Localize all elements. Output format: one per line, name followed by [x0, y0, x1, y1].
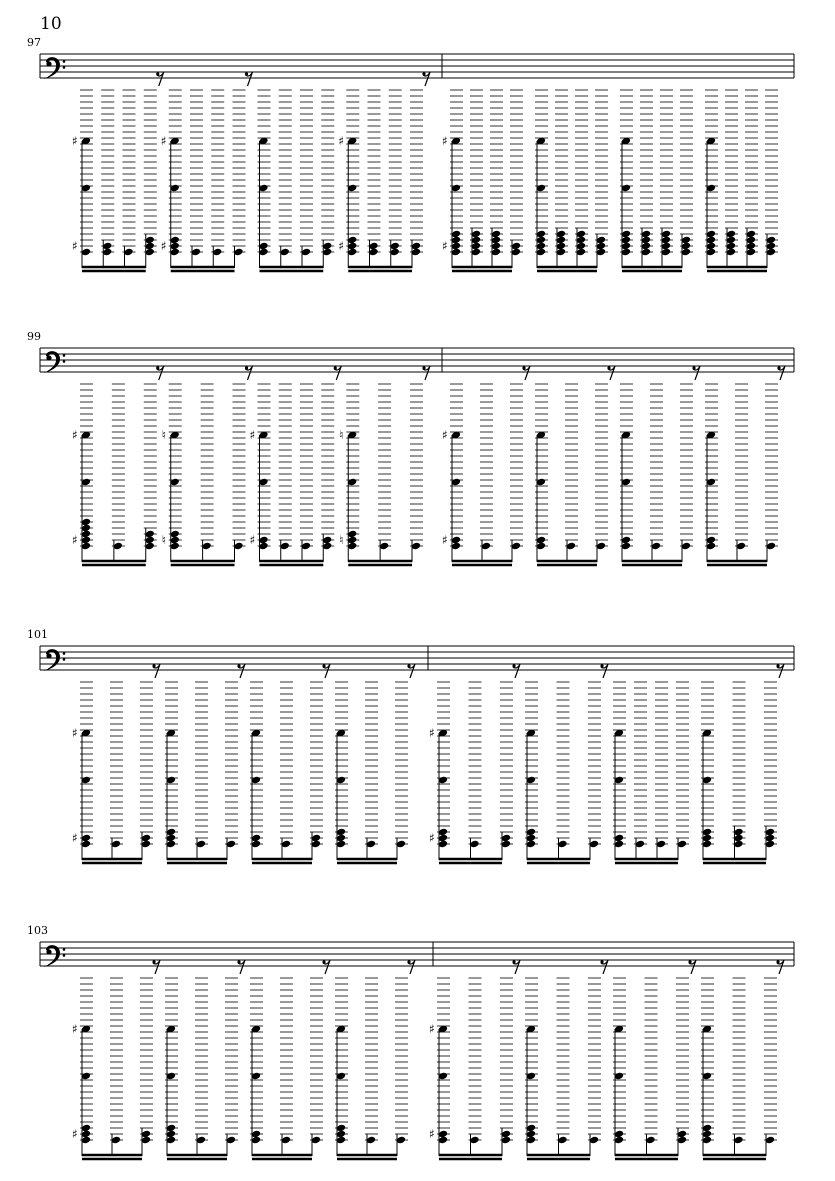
sharp-icon: ♯ [338, 239, 345, 253]
sharp-icon: ♯ [72, 726, 78, 740]
bass-clef-dot [63, 954, 66, 957]
bass-clef-dot [63, 948, 66, 951]
sharp-icon: ♯ [429, 1127, 435, 1141]
natural-icon: ♮ [161, 533, 167, 547]
bass-clef-dot [46, 653, 51, 658]
page-number: 10 [40, 14, 62, 34]
rest-dot [407, 664, 410, 667]
measure-number: 99 [27, 330, 41, 343]
natural-icon: ♮ [161, 428, 167, 442]
rest-dot [334, 366, 337, 369]
measure-number: 103 [27, 924, 48, 937]
rest-dot [237, 960, 240, 963]
sharp-icon: ♯ [429, 726, 435, 740]
rest-dot [152, 664, 155, 667]
sharp-icon: ♯ [72, 1127, 78, 1141]
bass-clef-dot [63, 658, 66, 661]
sharp-icon: ♯ [72, 831, 78, 845]
bass-clef-dot [63, 354, 66, 357]
sharp-icon: ♯ [72, 134, 78, 148]
rest-dot [422, 366, 425, 369]
sharp-icon: ♯ [160, 134, 167, 148]
rest-dot [156, 366, 159, 369]
rest-dot [776, 960, 779, 963]
sharp-icon: ♯ [338, 134, 345, 148]
rest-dot [245, 72, 248, 75]
rest-dot [422, 72, 425, 75]
bass-clef-dot [63, 360, 66, 363]
sharp-icon: ♯ [249, 533, 256, 547]
sharp-icon: ♯ [442, 428, 448, 442]
sharp-icon: ♯ [442, 239, 448, 253]
bass-clef-dot [63, 60, 66, 63]
bass-clef-dot [46, 949, 51, 954]
natural-icon: ♮ [339, 428, 344, 442]
sharp-icon: ♯ [442, 533, 448, 547]
rest-dot [237, 664, 240, 667]
rest-dot [245, 366, 248, 369]
rest-dot [776, 664, 779, 667]
rest-dot [600, 664, 603, 667]
rest-dot [322, 664, 325, 667]
measure-number: 97 [27, 36, 41, 49]
rest-dot [600, 960, 603, 963]
sharp-icon: ♯ [160, 239, 167, 253]
rest-dot [152, 960, 155, 963]
rest-dot [688, 960, 691, 963]
measure-number: 101 [27, 628, 48, 641]
rest-dot [607, 366, 610, 369]
sharp-icon: ♯ [72, 1022, 78, 1036]
bass-clef-dot [46, 355, 51, 360]
sharp-icon: ♯ [249, 428, 256, 442]
sharp-icon: ♯ [429, 831, 435, 845]
sharp-icon: ♯ [72, 428, 78, 442]
sharp-icon: ♯ [429, 1022, 435, 1036]
natural-icon: ♮ [339, 533, 344, 547]
rest-dot [512, 960, 515, 963]
sharp-icon: ♯ [442, 134, 448, 148]
rest-dot [512, 664, 515, 667]
bass-clef-dot [63, 66, 66, 69]
sharp-icon: ♯ [72, 239, 78, 253]
rest-dot [156, 72, 159, 75]
rest-dot [522, 366, 525, 369]
sharp-icon: ♯ [72, 533, 78, 547]
rest-dot [692, 366, 695, 369]
rest-dot [777, 366, 780, 369]
bass-clef-dot [63, 652, 66, 655]
rest-dot [407, 960, 410, 963]
bass-clef-dot [46, 61, 51, 66]
rest-dot [322, 960, 325, 963]
